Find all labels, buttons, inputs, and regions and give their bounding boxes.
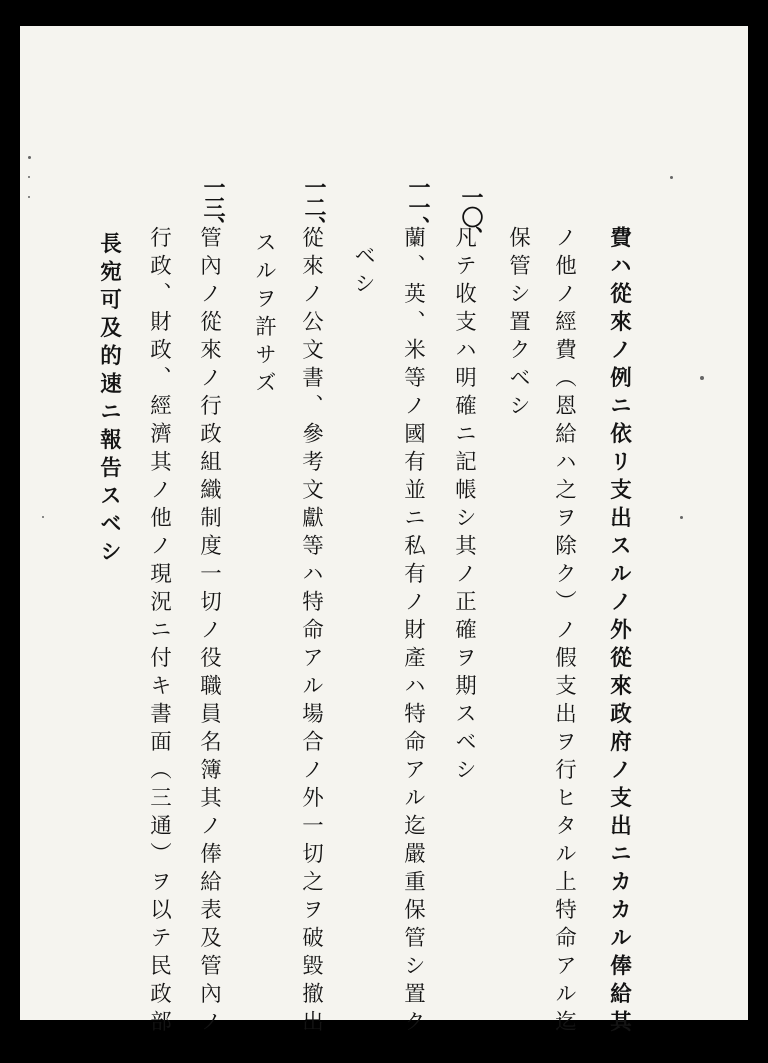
item-number-11: 一一、 xyxy=(405,176,431,236)
scan-speck xyxy=(28,196,30,198)
text-column-1: 費ハ從來ノ例ニ依リ支出スルノ外從來政府ノ支出ニカカル俸給其 xyxy=(606,226,632,1038)
text-column-7: 從來ノ公文書、參考文獻等ハ特命アル場合ノ外一切之ヲ破毀撤出 xyxy=(298,226,324,1038)
scan-speck xyxy=(670,176,673,179)
scan-speck xyxy=(700,376,704,380)
item-number-10: 一〇、 xyxy=(458,186,484,246)
text-column-9: 管內ノ從來ノ行政組織制度一切ノ役職員名簿其ノ俸給表及管內ノ xyxy=(196,226,222,1038)
text-column-3: 保管シ置クベシ xyxy=(505,226,531,422)
scan-speck xyxy=(42,516,44,518)
text-column-10: 行政、財政、經濟其ノ他ノ現況ニ付キ書面（三通）ヲ以テ民政部 xyxy=(146,226,172,1038)
scan-speck xyxy=(28,156,31,159)
text-column-6: ベシ xyxy=(350,244,376,300)
document-page xyxy=(20,26,748,1038)
item-number-13: 一三、 xyxy=(200,176,226,236)
text-column-2: ノ他ノ經費（恩給ハ之ヲ除ク）ノ假支出ヲ行ヒタル上特命アル迄 xyxy=(551,226,577,1038)
text-column-8: スルヲ許サズ xyxy=(251,231,277,399)
text-column-11: 長宛可及的速ニ報告スベシ xyxy=(96,232,122,568)
item-number-12: 一二、 xyxy=(301,176,327,236)
scan-speck xyxy=(680,516,683,519)
scan-speck xyxy=(28,176,30,178)
text-column-5: 蘭、英、米等ノ國有並ニ私有ノ財產ハ特命アル迄嚴重保管シ置ク xyxy=(400,226,426,1038)
text-column-4: 凡テ收支ハ明確ニ記帳シ其ノ正確ヲ期スベシ xyxy=(451,226,477,786)
